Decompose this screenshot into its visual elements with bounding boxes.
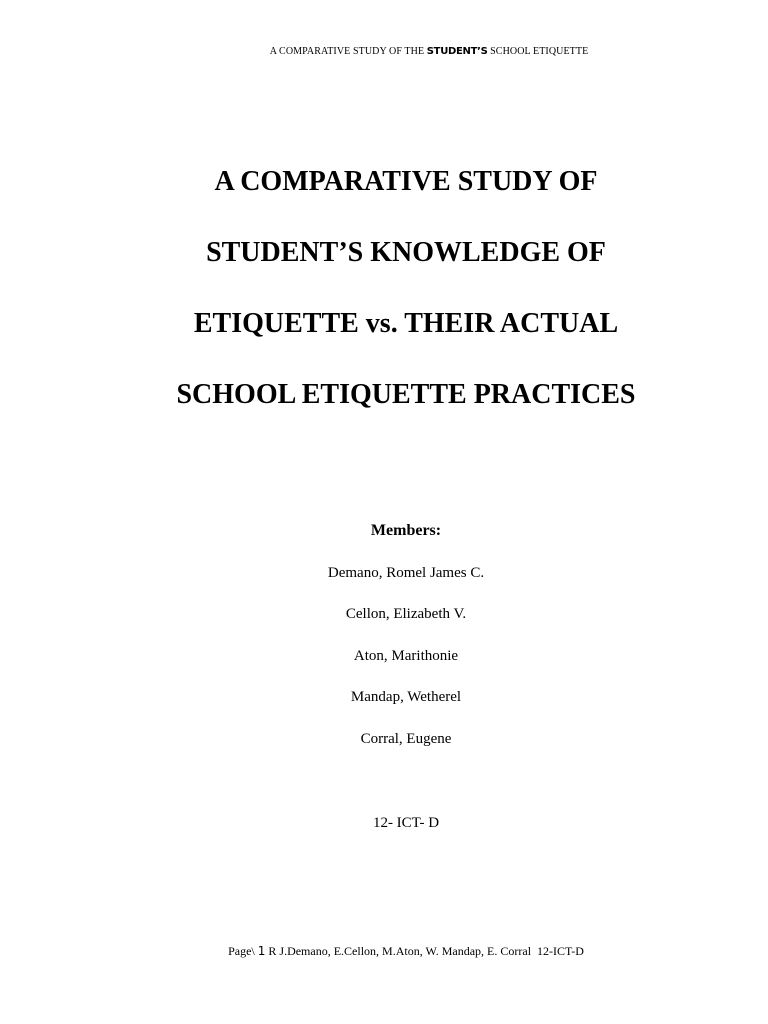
members-label: Members: — [370, 522, 442, 539]
page-footer — [0, 944, 768, 959]
member-name: Cellon, Elizabeth V. — [345, 606, 467, 622]
member-name: Mandap, Wetherel — [350, 689, 462, 705]
member-name: Corral, Eugene — [360, 731, 452, 747]
footer-authors: R J.Demano, E.Cellon, M.Aton, W. Mandap, E. Corral — [265, 944, 532, 958]
running-header — [0, 46, 768, 57]
title-line-4: SCHOOL ETIQUETTE PRACTICES — [176, 379, 636, 410]
footer-page-prefix: Page\ — [228, 944, 258, 958]
header-highlight: STUDENT’S — [426, 46, 488, 57]
header-prefix: A COMPARATIVE STUDY OF THE — [269, 46, 427, 57]
title-line-1: A COMPARATIVE STUDY OF — [214, 166, 598, 197]
footer-section: 12-ICT-D — [537, 944, 584, 958]
header-suffix: SCHOOL ETIQUETTE — [487, 46, 589, 57]
footer-page-number: 1 — [257, 944, 266, 958]
member-name: Aton, Marithonie — [353, 648, 459, 664]
class-section: 12- ICT- D — [372, 815, 440, 831]
title-line-2: STUDENT’S KNOWLEDGE OF — [206, 237, 606, 268]
title-line-3: ETIQUETTE vs. THEIR ACTUAL — [193, 308, 619, 339]
member-name: Demano, Romel James C. — [327, 565, 485, 581]
